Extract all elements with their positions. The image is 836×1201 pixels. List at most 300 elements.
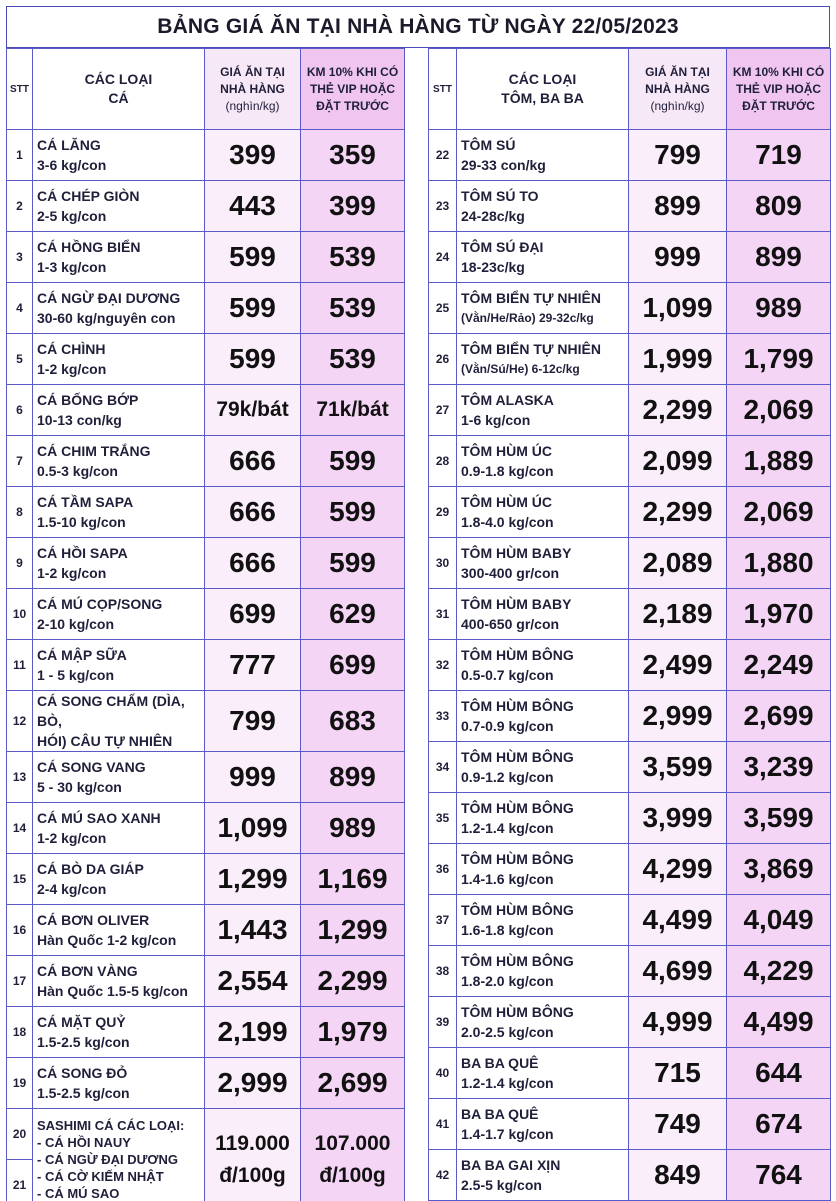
item-cell (457, 1048, 629, 1099)
restaurant-price: 79k/bát (205, 385, 301, 436)
stt-header: STT (7, 49, 33, 130)
promo-price: 599 (301, 487, 405, 538)
row-number: 34 (429, 742, 457, 793)
restaurant-price: 799 (629, 130, 727, 181)
item-size: 1-3 kg/con (37, 259, 107, 275)
item-name: TÔM ALASKA (461, 392, 554, 408)
sashimi-item-4: - CÁ MÚ SAO (37, 1186, 120, 1201)
promo-price: 1,799 (727, 334, 831, 385)
item-name: BA BA QUÊ (461, 1055, 539, 1071)
item-name: TÔM BIỂN TỰ NHIÊN (461, 290, 601, 306)
item-size: HÓI) CÂU TỰ NHIÊN (37, 733, 173, 749)
item-name: BA BA GAI XỊN (461, 1157, 561, 1173)
restaurant-price: 2,499 (629, 640, 727, 691)
restaurant-price: 1,099 (205, 803, 301, 854)
promo-price: 1,880 (727, 538, 831, 589)
item-name: TÔM HÙM BÔNG (461, 749, 574, 765)
item-cell (33, 538, 205, 589)
restaurant-price-header (205, 49, 301, 130)
promo-price: 1,169 (301, 854, 405, 905)
table-row (7, 589, 405, 640)
item-name: TÔM HÙM BÔNG (461, 851, 574, 867)
price-header-line1: GIÁ ĂN TẠI (645, 64, 710, 79)
category-header-line1: CÁC LOẠI (508, 71, 577, 87)
price-header-unit: (nghìn/kg) (225, 98, 280, 113)
restaurant-price: 2,089 (629, 538, 727, 589)
item-cell (33, 436, 205, 487)
promo-header-line3: ĐẶT TRƯỚC (742, 98, 815, 113)
item-size: 1.5-2.5 kg/con (37, 1085, 130, 1101)
table-row (7, 854, 405, 905)
item-name: CÁ LĂNG (37, 137, 101, 153)
item-size: 1 - 5 kg/con (37, 667, 115, 683)
table-row (429, 1099, 831, 1150)
table-row (7, 130, 405, 181)
row-number: 31 (429, 589, 457, 640)
table-row (429, 232, 831, 283)
item-name: TÔM HÙM ÚC (461, 494, 552, 510)
table-row (429, 895, 831, 946)
item-size: 2.0-2.5 kg/con (461, 1024, 554, 1040)
sashimi-title: SASHIMI CÁ CÁC LOẠI: (37, 1118, 185, 1133)
sashimi-item (33, 1109, 205, 1201)
restaurant-price: 1,443 (205, 905, 301, 956)
item-name: CÁ BƠN OLIVER (37, 912, 150, 928)
item-size: 30-60 kg/nguyên con (37, 310, 176, 326)
promo-price: 809 (727, 181, 831, 232)
table-row (429, 181, 831, 232)
row-number: 28 (429, 436, 457, 487)
table-row (429, 844, 831, 895)
restaurant-price: 849 (629, 1150, 727, 1201)
item-cell (457, 793, 629, 844)
item-cell (457, 1150, 629, 1201)
row-number: 8 (7, 487, 33, 538)
sashimi-row (7, 1109, 405, 1201)
table-row (7, 334, 405, 385)
sashimi-promo-unit: đ/100g (319, 1163, 386, 1187)
restaurant-price: 4,499 (629, 895, 727, 946)
item-name: TÔM HÙM BÔNG (461, 698, 574, 714)
sashimi-promo-price (301, 1109, 405, 1201)
item-size: 1.8-4.0 kg/con (461, 514, 554, 530)
item-size: 1.4-1.6 kg/con (461, 871, 554, 887)
table-row (429, 1150, 831, 1201)
shrimp-turtle-price-table (428, 48, 831, 1201)
item-cell (457, 385, 629, 436)
item-cell (33, 283, 205, 334)
restaurant-price: 599 (205, 334, 301, 385)
row-number: 13 (7, 752, 33, 803)
item-size: 300-400 gr/con (461, 565, 560, 581)
promo-price: 71k/bát (301, 385, 405, 436)
promo-price: 359 (301, 130, 405, 181)
item-cell (457, 946, 629, 997)
item-size: Hàn Quốc 1.5-5 kg/con (37, 983, 188, 999)
promo-header-line2: THẺ VIP HOẶC (735, 81, 822, 96)
promo-price: 1,970 (727, 589, 831, 640)
item-size: 1.2-1.4 kg/con (461, 1075, 554, 1091)
promo-header-line3: ĐẶT TRƯỚC (316, 98, 389, 113)
promo-price: 539 (301, 232, 405, 283)
promo-price-header (727, 49, 831, 130)
promo-price: 399 (301, 181, 405, 232)
table-row (429, 691, 831, 742)
table-row (429, 793, 831, 844)
table-row (429, 283, 831, 334)
item-cell (457, 691, 629, 742)
promo-price: 3,239 (727, 742, 831, 793)
promo-price: 899 (301, 752, 405, 803)
table-row (429, 385, 831, 436)
promo-price: 764 (727, 1150, 831, 1201)
row-number: 7 (7, 436, 33, 487)
restaurant-price: 4,999 (629, 997, 727, 1048)
restaurant-price: 2,299 (629, 487, 727, 538)
promo-price: 3,599 (727, 793, 831, 844)
table-row (429, 742, 831, 793)
promo-price: 4,229 (727, 946, 831, 997)
item-name: CÁ CHIM TRẮNG (37, 443, 151, 459)
item-cell (33, 640, 205, 691)
row-number: 32 (429, 640, 457, 691)
restaurant-price: 666 (205, 487, 301, 538)
row-number: 42 (429, 1150, 457, 1201)
restaurant-price: 715 (629, 1048, 727, 1099)
category-header-line2: CÁ (108, 90, 129, 106)
row-number: 41 (429, 1099, 457, 1150)
item-size: 1.5-2.5 kg/con (37, 1034, 130, 1050)
item-cell (33, 854, 205, 905)
item-cell (33, 803, 205, 854)
item-size: 1.6-1.8 kg/con (461, 922, 554, 938)
item-name: CÁ SONG ĐỎ (37, 1065, 128, 1081)
row-number: 23 (429, 181, 457, 232)
table-row (7, 385, 405, 436)
item-cell (33, 487, 205, 538)
item-cell (33, 334, 205, 385)
item-name: CÁ HỒI SAPA (37, 545, 128, 561)
item-cell (457, 487, 629, 538)
item-cell (33, 589, 205, 640)
sashimi-price (205, 1109, 301, 1201)
item-cell (33, 691, 205, 752)
restaurant-price: 699 (205, 589, 301, 640)
table-row (429, 487, 831, 538)
table-row (429, 1048, 831, 1099)
item-size: 400-650 gr/con (461, 616, 560, 632)
item-name: TÔM HÙM BÔNG (461, 1004, 574, 1020)
restaurant-price: 2,189 (629, 589, 727, 640)
table-row (7, 905, 405, 956)
page-title: BẢNG GIÁ ĂN TẠI NHÀ HÀNG TỪ NGÀY 22/05/2023 (6, 6, 830, 48)
row-number: 29 (429, 487, 457, 538)
category-header-line2: TÔM, BA BA (501, 90, 584, 106)
item-name: CÁ BƠN VÀNG (37, 963, 138, 979)
row-number: 35 (429, 793, 457, 844)
sashimi-price-unit: đ/100g (219, 1163, 286, 1187)
table-row (429, 589, 831, 640)
item-size: 0.9-1.8 kg/con (461, 463, 554, 479)
table-row (7, 538, 405, 589)
item-name: CÁ SONG CHẤM (DÌA, BÒ, (37, 693, 185, 729)
item-cell (33, 385, 205, 436)
item-name: CÁ TẦM SAPA (37, 494, 134, 510)
restaurant-price: 2,999 (205, 1058, 301, 1109)
item-cell (33, 1058, 205, 1109)
table-row (7, 1007, 405, 1058)
item-name: CÁ CHÌNH (37, 341, 106, 357)
item-cell (457, 742, 629, 793)
restaurant-price: 999 (629, 232, 727, 283)
item-size: 1.2-1.4 kg/con (461, 820, 554, 836)
restaurant-price: 1,999 (629, 334, 727, 385)
restaurant-price: 2,299 (629, 385, 727, 436)
sashimi-item-3: - CÁ CỜ KIẾM NHẬT (37, 1169, 164, 1184)
restaurant-price: 749 (629, 1099, 727, 1150)
row-number: 1 (7, 130, 33, 181)
promo-price: 1,979 (301, 1007, 405, 1058)
row-number: 19 (7, 1058, 33, 1109)
row-number: 17 (7, 956, 33, 1007)
item-size: 1.5-10 kg/con (37, 514, 126, 530)
promo-price: 4,499 (727, 997, 831, 1048)
item-name: CÁ CHÉP GIÒN (37, 188, 140, 204)
item-name: CÁ MÚ SAO XANH (37, 810, 161, 826)
price-header-line2: NHÀ HÀNG (220, 81, 285, 96)
sashimi-item-2: - CÁ NGỪ ĐẠI DƯƠNG (37, 1152, 178, 1167)
fish-table-body (7, 130, 405, 1201)
item-name: CÁ BÒ DA GIÁP (37, 861, 144, 877)
restaurant-price: 1,299 (205, 854, 301, 905)
item-size: 0.7-0.9 kg/con (461, 718, 554, 734)
item-name: CÁ MÚ CỌP/SONG (37, 596, 163, 612)
item-cell (457, 436, 629, 487)
item-size: 1.4-1.7 kg/con (461, 1126, 554, 1142)
item-cell (457, 997, 629, 1048)
promo-header-line2: THẺ VIP HOẶC (309, 81, 396, 96)
item-size: 0.5-3 kg/con (37, 463, 118, 479)
price-header-line2: NHÀ HÀNG (645, 81, 710, 96)
promo-price: 3,869 (727, 844, 831, 895)
table-row (7, 1058, 405, 1109)
item-size: 1-2 kg/con (37, 361, 107, 377)
restaurant-price: 399 (205, 130, 301, 181)
row-number: 37 (429, 895, 457, 946)
promo-price-header (301, 49, 405, 130)
shrimp-table-header (429, 49, 831, 130)
restaurant-price: 2,099 (629, 436, 727, 487)
item-name: TÔM HÙM BÔNG (461, 953, 574, 969)
item-cell (457, 1099, 629, 1150)
row-number: 6 (7, 385, 33, 436)
restaurant-price: 4,699 (629, 946, 727, 997)
item-size: 18-23c/kg (461, 259, 525, 275)
item-name: CÁ MẶT QUỶ (37, 1014, 126, 1030)
item-cell (457, 895, 629, 946)
item-name: TÔM SÚ (461, 137, 516, 153)
promo-price: 599 (301, 538, 405, 589)
promo-price: 644 (727, 1048, 831, 1099)
table-row (7, 640, 405, 691)
restaurant-price: 443 (205, 181, 301, 232)
item-size: 10-13 con/kg (37, 412, 122, 428)
restaurant-price: 4,299 (629, 844, 727, 895)
item-cell (457, 181, 629, 232)
item-cell (457, 538, 629, 589)
promo-price: 674 (727, 1099, 831, 1150)
row-number: 14 (7, 803, 33, 854)
promo-price: 2,699 (301, 1058, 405, 1109)
row-number (7, 1109, 33, 1201)
row-number: 16 (7, 905, 33, 956)
item-name: TÔM HÙM BÔNG (461, 647, 574, 663)
item-size: Hàn Quốc 1-2 kg/con (37, 932, 177, 948)
item-name: TÔM HÙM BABY (461, 596, 572, 612)
fish-category-header (33, 49, 205, 130)
item-name: CÁ HỒNG BIỂN (37, 239, 141, 255)
promo-price: 599 (301, 436, 405, 487)
sashimi-promo-value: 107.000 (314, 1131, 391, 1155)
item-name: CÁ SONG VANG (37, 759, 146, 775)
restaurant-price: 999 (205, 752, 301, 803)
item-name: CÁ MẬP SỮA (37, 647, 127, 663)
item-name: BA BA QUÊ (461, 1106, 539, 1122)
category-header-line1: CÁC LOẠI (84, 71, 153, 87)
row-number: 25 (429, 283, 457, 334)
promo-price: 539 (301, 334, 405, 385)
row-number: 4 (7, 283, 33, 334)
item-size: 1-2 kg/con (37, 830, 107, 846)
table-row (7, 283, 405, 334)
row-number: 15 (7, 854, 33, 905)
row-number: 9 (7, 538, 33, 589)
item-name: TÔM HÙM BÔNG (461, 800, 574, 816)
item-cell (33, 956, 205, 1007)
row-number: 36 (429, 844, 457, 895)
row-number-21: 21 (12, 1178, 27, 1192)
item-cell (457, 130, 629, 181)
row-number-20: 20 (7, 1109, 32, 1160)
item-name: TÔM HÙM BÔNG (461, 902, 574, 918)
item-size: 2-4 kg/con (37, 881, 107, 897)
sashimi-price-value: 119.000 (215, 1131, 290, 1155)
table-row (7, 487, 405, 538)
item-size: 3-6 kg/con (37, 157, 107, 173)
item-size: (Vằn/Sú/He) 6-12c/kg (461, 362, 580, 376)
stt-header: STT (429, 49, 457, 130)
restaurant-price: 3,599 (629, 742, 727, 793)
item-size: 0.5-0.7 kg/con (461, 667, 554, 683)
item-cell (33, 1007, 205, 1058)
item-size: 2.5-5 kg/con (461, 1177, 542, 1193)
price-header-unit: (nghìn/kg) (650, 98, 705, 113)
row-number: 5 (7, 334, 33, 385)
fish-table-header (7, 49, 405, 130)
table-row (7, 691, 405, 752)
restaurant-price: 1,099 (629, 283, 727, 334)
item-cell (33, 905, 205, 956)
row-number: 3 (7, 232, 33, 283)
sashimi-item-1: - CÁ HỒI NAUY (37, 1135, 131, 1150)
row-number: 27 (429, 385, 457, 436)
item-cell (457, 589, 629, 640)
row-number: 22 (429, 130, 457, 181)
shrimp-category-header (457, 49, 629, 130)
item-size: 2-5 kg/con (37, 208, 107, 224)
row-number: 30 (429, 538, 457, 589)
restaurant-price: 2,554 (205, 956, 301, 1007)
table-row (7, 436, 405, 487)
restaurant-price: 599 (205, 283, 301, 334)
item-name: TÔM HÙM BABY (461, 545, 572, 561)
promo-price: 2,069 (727, 487, 831, 538)
promo-price: 2,249 (727, 640, 831, 691)
shrimp-table-body (429, 130, 831, 1201)
promo-price: 719 (727, 130, 831, 181)
item-size: 1.8-2.0 kg/con (461, 973, 554, 989)
table-row (429, 946, 831, 997)
item-size: 5 - 30 kg/con (37, 779, 122, 795)
table-row (7, 803, 405, 854)
table-row (7, 956, 405, 1007)
item-size: (Vằn/He/Rảo) 29-32c/kg (461, 311, 594, 325)
item-cell (457, 844, 629, 895)
table-row (7, 232, 405, 283)
table-row (429, 130, 831, 181)
promo-price: 2,699 (727, 691, 831, 742)
item-cell (33, 130, 205, 181)
price-header-line1: GIÁ ĂN TẠI (220, 64, 285, 79)
item-size: 0.9-1.2 kg/con (461, 769, 554, 785)
restaurant-price: 899 (629, 181, 727, 232)
promo-header-line1: KM 10% KHI CÓ (732, 64, 825, 79)
item-size: 2-10 kg/con (37, 616, 115, 632)
item-size: 24-28c/kg (461, 208, 525, 224)
row-number: 39 (429, 997, 457, 1048)
item-cell (457, 640, 629, 691)
row-number: 12 (7, 691, 33, 752)
promo-header-line1: KM 10% KHI CÓ (306, 64, 399, 79)
promo-price: 989 (301, 803, 405, 854)
table-row (7, 752, 405, 803)
table-row (429, 997, 831, 1048)
promo-price: 683 (301, 691, 405, 752)
item-size: 29-33 con/kg (461, 157, 546, 173)
promo-price: 989 (727, 283, 831, 334)
table-row (7, 181, 405, 232)
restaurant-price: 2,199 (205, 1007, 301, 1058)
restaurant-price-header (629, 49, 727, 130)
promo-price: 1,299 (301, 905, 405, 956)
item-cell (457, 334, 629, 385)
item-cell (457, 232, 629, 283)
item-size: 1-2 kg/con (37, 565, 107, 581)
restaurant-price: 666 (205, 538, 301, 589)
item-size: 1-6 kg/con (461, 412, 531, 428)
item-cell (33, 181, 205, 232)
promo-price: 629 (301, 589, 405, 640)
promo-price: 899 (727, 232, 831, 283)
table-row (429, 436, 831, 487)
table-row (429, 334, 831, 385)
restaurant-price: 3,999 (629, 793, 727, 844)
row-number: 38 (429, 946, 457, 997)
restaurant-price: 599 (205, 232, 301, 283)
item-cell (33, 232, 205, 283)
table-row (429, 640, 831, 691)
table-row (429, 538, 831, 589)
